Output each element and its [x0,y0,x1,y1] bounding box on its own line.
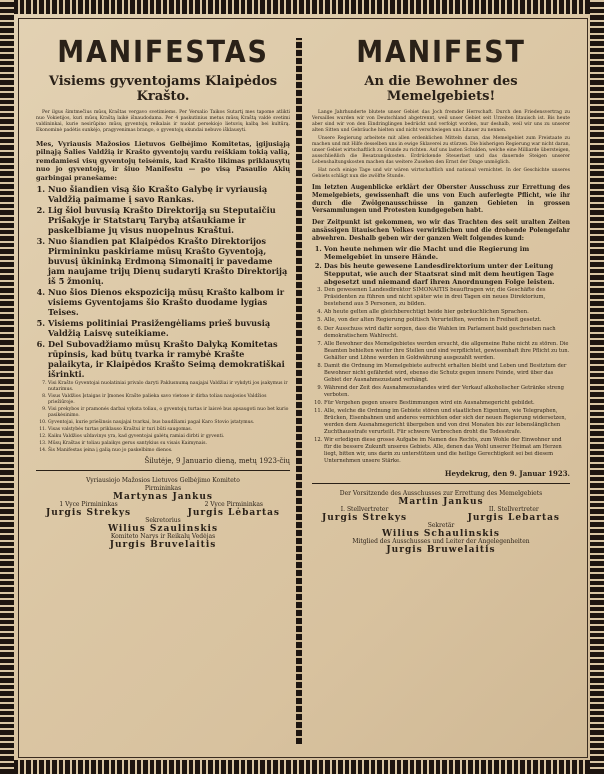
german-decree-2: Der Zeitpunkt ist gekommen, wo wir das Trachten des seit uralten Zeiten ansässigen litauischen Volkes verwirklichen und die drohende Polengefahr abwehren. Deshalb geben wir der ganzen Welt folgendes kund: [312,219,570,242]
vice2-name: Jurgis Lėbartas [187,508,280,519]
divider-rule [312,483,570,484]
german-subtitle: An die Bewohner des Memelgebiets! [364,74,518,104]
vice2-block [188,501,280,517]
lithuanian-dateline: Šilutėje, 9 Januario dieną, metų 1923-čių [144,457,290,466]
list-item: 2. Das bis heute gewesene Landesdirektorium unter der Leitung Stepputat, wie auch der Staatsrat sind mit dem heutigen Tage abgesetzt und niemand darf ihren Anordnungen Folge leisten. [324,262,570,286]
secretary-name: Wilius Szaulinskis [107,524,219,535]
german-main-points [312,245,570,324]
german-decree: Im letzten Augenblicke erklärt der Oberster Ausschuss zur Errettung des Memelgebiets, gewissenhaft die uns von Euch auferlegte Pflicht, wie ihr durch die Zwölgenausschüsse in ganzen Gebieten in grossen Versammlungen und Protesten kundgegeben habt. [312,184,570,215]
list-item: 8. Visus Valdžios Įstaigas ir Įmones Krašte palieka savo vietose ir dirba toliau naujosios Valdžios priežiūroje. [48,394,290,406]
vice2-block [468,506,560,522]
list-item: 7. Alle Bewohner des Memelgebietes werden ersucht, die allgemeine Ruhe nicht zu stören. Die Beamten behielten weiter ihre Stellen und sind verpflichtet, gewissenhaft ihre Pflicht zu tun. Gehälter und Löhne werden in Goldwährung ausgezahlt werden. [324,341,570,362]
committee-name: Vyriausiojo Mažosios Lietuvos Gelbėjimo Komiteto [86,477,240,485]
intro-paragraph: Unsere Regierung arbeitete mit allen erdenklichen Mitteln daran, das Memelgebiet zum Freistaate zu machen und mit Hilfe desselben uns in ewige Sklaverei zu stürzen. Die bisherigen Regierung war nicht daran, unser Gebiet wirtschaftlich zu Grunde zu richten. Auf uns lasten Schulden, welche eine Milliarde übersteigen, ausschließlich die Besatzungskosten. Erdrückende Steuerlast und das dauernde Steigen unserer Lebenshaltungskosten machen das weitere Zusehen den Ernst der Dinge unmöglich. [312,136,570,165]
vice-chairs-row [312,506,570,522]
column-divider [296,38,302,744]
list-item: 10. Gyventojai, kurie priešinsis naujajai tvarkai, bus baudžiami pagal Karo Stovio įstatymus. [48,420,290,426]
list-item: 3. Den gewesenen Landesdirektor SIMONAITIS beauftragen wir, die Geschäfte des Präsidenten zu führen und nicht später wie in drei Tagen ein neues Direktorium, bestehend aus 5 Personen, zu bilden. [324,287,570,308]
vice1-block [322,506,407,522]
list-item: 6. Del Subovadžiamo mūsų Krašto Dalyką Komitetas rūpinsis, kad būtų tvarka ir ramybė Krašte palaikyta, ir Klaipėdos Krašto Seimą demokratiškai išrinkti. [48,339,290,379]
secretary-title: Sekretorius [145,517,181,525]
member-title: Mitglied des Ausschusses und Leiter der Angelegenheiten [352,537,530,545]
vice2-title: II. Stellvertreter [488,505,539,513]
ornamental-border-right [590,0,604,774]
secretary-title: Sekretär [427,521,455,529]
chair-name: Martin Jankus [398,496,484,507]
vice2-name: Jurgis Lebartas [467,512,560,523]
german-column [312,30,570,554]
list-item: 6. Der Ausschuss wird dafür sorgen, dass die Wahlen im Parlament bald geschrieben nach demokratischem Wahlrecht. [324,326,570,340]
list-item: 11. Visas valstybės turtas priklauso Kraštui ir turi būti saugomas. [48,427,290,433]
ornamental-border-left [0,0,14,774]
list-item: 5. Alle, von der alten Regierung politisch Verurteilten, werden in Freiheit gesetzt. [324,317,570,324]
ornamental-border-bottom [0,760,604,774]
list-item: 10. Für Vergehen gegen unsere Bestimmungen wird ein Ausnahmegericht gebildet. [324,400,570,407]
list-item: 7. Visi Krašto Gyventojai nuolatiniai privalo daryti Paklusnumą naujajai Valdžiai ir vykdyti jos įsakymus ir nutarimus. [48,381,290,393]
vice-chairs-row [36,501,290,517]
list-item: 9. Während der Zeit des Ausnahmezustandes wird der Verkauf alkoholischer Getränke streng verboten. [324,385,570,399]
list-item: 9. Visi prekybos ir pramonės darbai vyksta toliau, o gyventojų turtas ir laisvė bus apsaugoti nuo bet kurio pasikėsinimo. [48,407,290,419]
chair-name: Martynas Jankus [113,492,213,503]
chair-title: Pirmininkas [144,485,182,493]
divider-rule [36,470,290,471]
vice1-title: I. Stellvertreter [340,505,389,513]
lithuanian-intro [36,110,290,134]
lithuanian-title: MANIFESTAS [57,35,269,70]
member-name: Jurgis Bruwelaitis [386,544,496,554]
vice1-title: 1 Vyce Pirmininkas [59,501,118,509]
member-name: Jurgis Bruvelaitis [109,540,217,550]
german-intro [312,110,570,180]
list-item: 4. Ab heute gelten alle gleichberechtigt beide hier gebräuchlichen Sprachen. [324,309,570,316]
secretary-name: Wilius Schaulinskis [381,528,501,539]
lithuanian-minor-points [36,381,290,454]
list-item: 13. Mūsų Kraštas ir toliau palaikys gerus santykius su visais Kaimynais. [48,441,290,447]
vice1-block [46,501,131,517]
list-item: 12. Wir erledigen diese grosse Aufgabe im Namen des Rechts, zum Wohle der Einwohner und für die bessere Zukunft unseres Gebiets. Alle, denen das Wohl unserer Heimat am Herzen liegt, bitten wir, uns darin zu unterstützen und die heilige Gerechtigkeit sei bei diesem Unternehmen unsere Stärke. [324,437,570,465]
intro-paragraph: Per ilgus šimtmečius mūsų Kraštas vergavo svetimiems. Per Versalio Taikos Sutartį mes tapome atlikti nuo Vokietijos, kuri mūsų Kraštą laikė išnaudodama. Per 4 paskutinius metus mūsų Kraštą valdė svetimi valdininkai, kurie nesirūpino mūsų gyventojų reikalais ir nuolat persekiojo lietuvių kalbą bei kultūrą. Ekonominė padėtis sunkėjo, pragyvenimas brango, o gyventojų skundai nebuvo išklausyti. [36,110,290,133]
list-item: 5. Visiems politiniai Prasižengėliams prieš buvusią Valdžią Laisvę suteikiame. [48,318,290,338]
chair-title: Der Vorsitzende des Ausschusses zur Errettung des Memelgebiets [339,489,543,497]
german-dateline: Heydekrug, den 9. Januar 1923. [444,468,570,478]
german-minor-points [312,326,570,465]
vice1-name: Jurgis Strekys [46,508,132,519]
intro-paragraph: Hat noch einige Tage und wir wären wirtschaftlich und national vernichtet. In der Geschichte unseres Gebiets schlägt nun die zwölfte Stunde. [312,168,570,179]
vice2-title: 2 Vyce Pirmininkas [204,501,263,509]
list-item: 1. Von heute nehmen wir die Macht und die Regierung im Memelgebiet in unsere Hände. [324,245,570,261]
list-item: 3. Nuo šiandien pat Klaipėdos Krašto Direktorijos Pirmininku paskiriame mūsų Krašto Gyventoją, buvusį ūkininką Erdmoną Simonaitį ir pavedame jam naujame trijų Dienų sudaryti Krašto Direktoriją iš 5 žmonių. [48,236,290,286]
list-item: 2. Lig šiol buvusią Krašto Direktoriją su Steputaičiu Prišakyje ir Statstarų Tarybą atšaukiame ir paskelbiame jų visus nuopelnus Kraštui. [48,205,290,235]
lithuanian-subtitle: Visiems gyventojams Klaipėdos Krašto. [48,74,278,104]
list-item: 8. Damit die Ordnung im Memelgebiete aufrecht erhalten bleibt und Leben und Besitztum der Bewohner nicht gefährdet wird, ebenso die Schutz gegen innere Feinde, wird über das Gebiet der Ausnahmezustand verhängt. [324,363,570,384]
list-item: 12. Kaiku Valdžios uždavinys yra, kad gyventojai galėtų ramiai dirbti ir gyventi. [48,434,290,440]
lithuanian-column [36,30,290,549]
ornamental-border-top [0,0,604,14]
list-item: 1. Nuo šiandien visą šio Krašto Galybę ir vyriausią Valdžią paimame į savo Rankas. [48,184,290,204]
german-signatures [312,490,570,554]
intro-paragraph: Lange Jahrhunderte blutete unser Gebiet das Joch fremder Herrschaft. Durch den Friedensvertrag zu Versailles wurden wir von Deutschland abgetrennt, weil unser Gebiet seit Urzeiten litauisch ist. Bis heute aber sind wir von den Eindringlingen bedrückt und verfolgt worden, nur deshalb, weil wir uns zu unserer alten Sitten und Gebräuche hielten und nicht verschwiegen uns Litauer zu nennen. [312,110,570,133]
vice1-name: Jurgis Strekys [322,512,408,523]
lithuanian-main-points [36,184,290,379]
list-item: 11. Alle, welche die Ordnung im Gebiete stören und staatlichen Eigentum, wie Telegraphen, Brücken, Eisenbahnen und anderes vernichten oder sich der neuen Regierung widersetzen, werden dem Ausnahmegericht übergeben und von drei Monaten bis zur lebenslänglichen Zuchthausstrafe verurteilt. Für schwere Verbrechen droht die Todesstrafe. [324,408,570,436]
list-item: 14. Šis Manifestas įeina į galią nuo jo paskelbimo dienos. [48,448,290,454]
german-title: MANIFEST [356,35,526,70]
member-title: Komiteto Narys ir Reikalų Vedėjas [110,533,216,541]
lithuanian-decree: Mes, Vyriausis Mažosios Lietuvos Gelbėjimo Komitetas, įgijusiąją pilnąją Šalies Valdžią ir Krašto gyventojų vardu reiškiam tokią valią, remdamiesi visų gyventojų teisėmis, kad Krašto likimas priklausytų nuo jo gyventojų, ir šiuo Manifestu — po visą Pasaulio Akių garbingai pranešame: [36,140,290,182]
lithuanian-signatures [36,477,290,549]
list-item: 4. Nuo šios Dienos ekspoziciją mūsų Krašto kalbom ir visiems Gyventojams šio Krašto duodame lygias Teises. [48,287,290,317]
